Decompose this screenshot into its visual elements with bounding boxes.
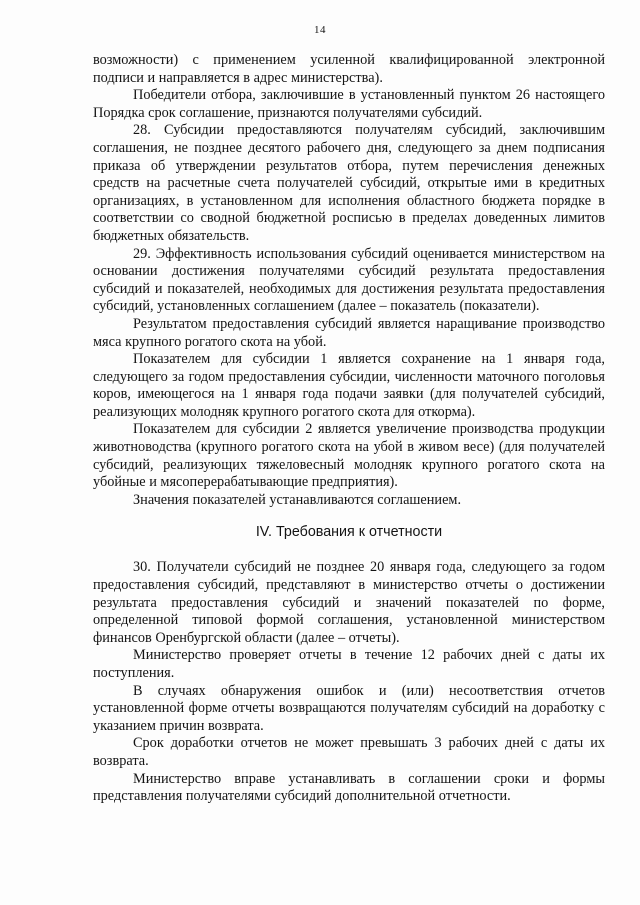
paragraph: Победители отбора, заключившие в установленный пунктом 26 настоящего Порядка срок соглашение, признаются получателями субсидий. — [93, 87, 605, 121]
paragraph-28: 28. Субсидии предоставляются получателям субсидий, заключившим соглашения, не позднее десятого рабочего дня, следующего за днем подписания приказа об утверждении результатов отбора, путем перечисления денежных средств на расчетные счета получателей субсидий, открытые ими в кредитных организациях, в установленном для исполнения областного бюджета порядке в соответствии со сводной бюджетной росписью в пределах доведенных лимитов бюджетных обязательств. — [93, 122, 605, 244]
paragraph: Значения показателей устанавливаются соглашением. — [133, 491, 462, 508]
paragraph: Результатом предоставления субсидий является наращивание производство мяса крупного рогатого скота на убой. — [93, 315, 605, 350]
paragraph: Показателем для субсидии 1 является сохранение на 1 января года, следующего за годом предоставления субсидии, численности маточного поголовья коров, имеющегося на 1 января года подачи заявки (для получателей субсидий, реализующих молодняк крупного рогатого скота для откорма). — [93, 351, 605, 420]
paragraph: Срок доработки отчетов не может превышать 3 рабочих дней с даты их возврата. — [93, 735, 605, 769]
section-heading: IV. Требования к отчетности — [255, 524, 443, 541]
paragraph: В случаях обнаружения ошибок и (или) несоответствия отчетов установленной форме отчеты возвращаются получателям субсидий на доработку с указанием причин возврата. — [93, 682, 605, 734]
document-body — [93, 52, 605, 806]
paragraph: Министерство вправе устанавливать в соглашении сроки и формы представления получателями субсидий дополнительной отчетности. — [93, 770, 605, 805]
paragraph-30: 30. Получатели субсидий не позднее 20 января года, следующего за годом предоставления субсидий, представляют в министерство отчеты о достижении результата предоставления субсидий и значений показателей по форме, определенной типовой формой соглашения, установленной министерством финансов Оренбургской области (далее – отчеты). — [93, 559, 605, 646]
paragraph: Показателем для субсидии 2 является увеличение производства продукции животноводства (крупного рогатого скота на убой в живом весе) (для получателей субсидий, реализующих тяжеловесный молодняк крупного рогатого скота на убойные и мясоперерабатывающие предприятия). — [93, 421, 605, 491]
paragraph: возможности) с применением усиленной квалифицированной электронной подписи и направляется в адрес министерства). — [93, 52, 605, 86]
page-number: 14 — [314, 24, 326, 36]
paragraph: Министерство проверяет отчеты в течение 12 рабочих дней с даты их поступления. — [93, 647, 605, 681]
paragraph-29: 29. Эффективность использования субсидий оценивается министерством на основании достижения получателями субсидий результата предоставления субсидий и показателей, необходимых для достижения результата предоставления субсидий, установленных соглашением (далее – показатель (показатели). — [93, 245, 605, 315]
